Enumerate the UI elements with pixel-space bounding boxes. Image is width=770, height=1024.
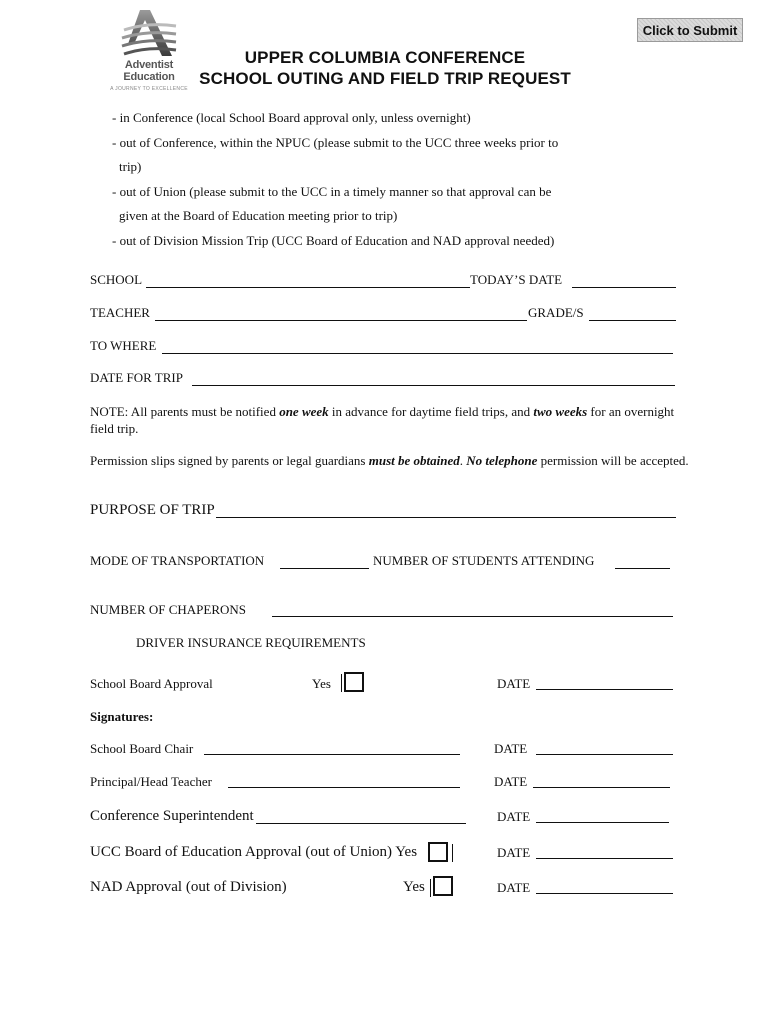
nad-approval-label: NAD Approval (out of Division): [90, 879, 287, 895]
submit-button[interactable]: Click to Submit: [637, 18, 743, 42]
num-students-label: NUMBER OF STUDENTS ATTENDING: [373, 553, 595, 568]
board-chair-label: School Board Chair: [90, 741, 194, 756]
board-chair-signature-field[interactable]: [204, 754, 460, 755]
to-where-label: TO WHERE: [90, 338, 157, 353]
approval-date-label: DATE: [497, 676, 531, 691]
num-chaperons-label: NUMBER OF CHAPERONS: [90, 602, 247, 617]
bullet-out-of-division: - out of Division Mission Trip (UCC Board of Education and NAD approval needed): [112, 233, 555, 248]
superintendent-signature-field[interactable]: [256, 823, 466, 824]
signatures-heading: Signatures:: [90, 709, 154, 724]
superintendent-label: Conference Superintendent: [90, 808, 254, 824]
ucc-yes-checkbox[interactable]: [428, 842, 448, 862]
purpose-label: PURPOSE OF TRIP: [90, 502, 215, 518]
date-for-trip-label: DATE FOR TRIP: [90, 370, 183, 385]
permission-paragraph: Permission slips signed by parents or legal guardians must be obtained. No telephone permission will be accepted.: [90, 453, 689, 468]
to-where-field[interactable]: [162, 353, 673, 354]
ucc-date-label: DATE: [497, 845, 531, 860]
mode-label: MODE OF TRANSPORTATION: [90, 553, 265, 568]
todays-date-label: TODAY’S DATE: [470, 272, 563, 287]
superintendent-date-field[interactable]: [536, 822, 669, 823]
grades-field[interactable]: [589, 320, 676, 321]
logo-tagline: A JOURNEY TO EXCELLENCE: [110, 86, 188, 92]
principal-date-label: DATE: [494, 774, 528, 789]
bullet-out-of-union: - out of Union (please submit to the UCC in a timely manner so that approval can be: [112, 184, 552, 199]
num-students-field[interactable]: [615, 568, 670, 569]
nad-date-field[interactable]: [536, 893, 673, 894]
school-board-approval-label: School Board Approval: [90, 676, 213, 691]
driver-insurance-heading: DRIVER INSURANCE REQUIREMENTS: [136, 635, 366, 650]
school-field[interactable]: [146, 287, 470, 288]
principal-date-field[interactable]: [533, 787, 670, 788]
teacher-field[interactable]: [155, 320, 527, 321]
num-chaperons-field[interactable]: [272, 616, 673, 617]
nad-date-label: DATE: [497, 880, 531, 895]
approval-date-field[interactable]: [536, 689, 673, 690]
note-paragraph: NOTE: All parents must be notified one week in advance for daytime field trips, and two weeks for an overnight field trip.: [90, 404, 675, 436]
school-board-yes-label: Yes: [312, 676, 331, 691]
school-label: SCHOOL: [90, 272, 143, 287]
ucc-approval-label: UCC Board of Education Approval (out of Union) Yes: [90, 844, 418, 860]
bullet-out-of-conference: - out of Conference, within the NPUC (please submit to the UCC three weeks prior to: [112, 135, 559, 150]
bullet-in-conference: - in Conference (local School Board approval only, unless overnight): [112, 110, 471, 125]
purpose-field[interactable]: [216, 517, 676, 518]
board-chair-date-label: DATE: [494, 741, 528, 756]
principal-label: Principal/Head Teacher: [90, 774, 212, 789]
ucc-date-field[interactable]: [536, 858, 673, 859]
nad-yes-label: Yes: [403, 879, 425, 895]
principal-signature-field[interactable]: [228, 787, 460, 788]
logo-text-education: Education: [123, 71, 175, 83]
teacher-label: TEACHER: [90, 305, 150, 320]
field-divider: [430, 879, 431, 897]
superintendent-date-label: DATE: [497, 809, 531, 824]
bullet-out-of-union-cont: given at the Board of Education meeting prior to trip): [119, 208, 398, 223]
school-board-yes-checkbox[interactable]: [344, 672, 364, 692]
nad-yes-checkbox[interactable]: [433, 876, 453, 896]
field-divider: [341, 674, 342, 692]
title-line-1: UPPER COLUMBIA CONFERENCE: [244, 48, 526, 67]
field-divider: [452, 844, 453, 862]
grades-label: GRADE/S: [528, 305, 584, 320]
todays-date-field[interactable]: [572, 287, 676, 288]
date-for-trip-field[interactable]: [192, 385, 675, 386]
title-line-2: SCHOOL OUTING AND FIELD TRIP REQUEST: [199, 69, 571, 88]
mode-field[interactable]: [280, 568, 369, 569]
board-chair-date-field[interactable]: [536, 754, 673, 755]
logo-text-adventist: Adventist: [124, 59, 174, 71]
bullet-out-of-conference-cont: trip): [119, 159, 142, 174]
